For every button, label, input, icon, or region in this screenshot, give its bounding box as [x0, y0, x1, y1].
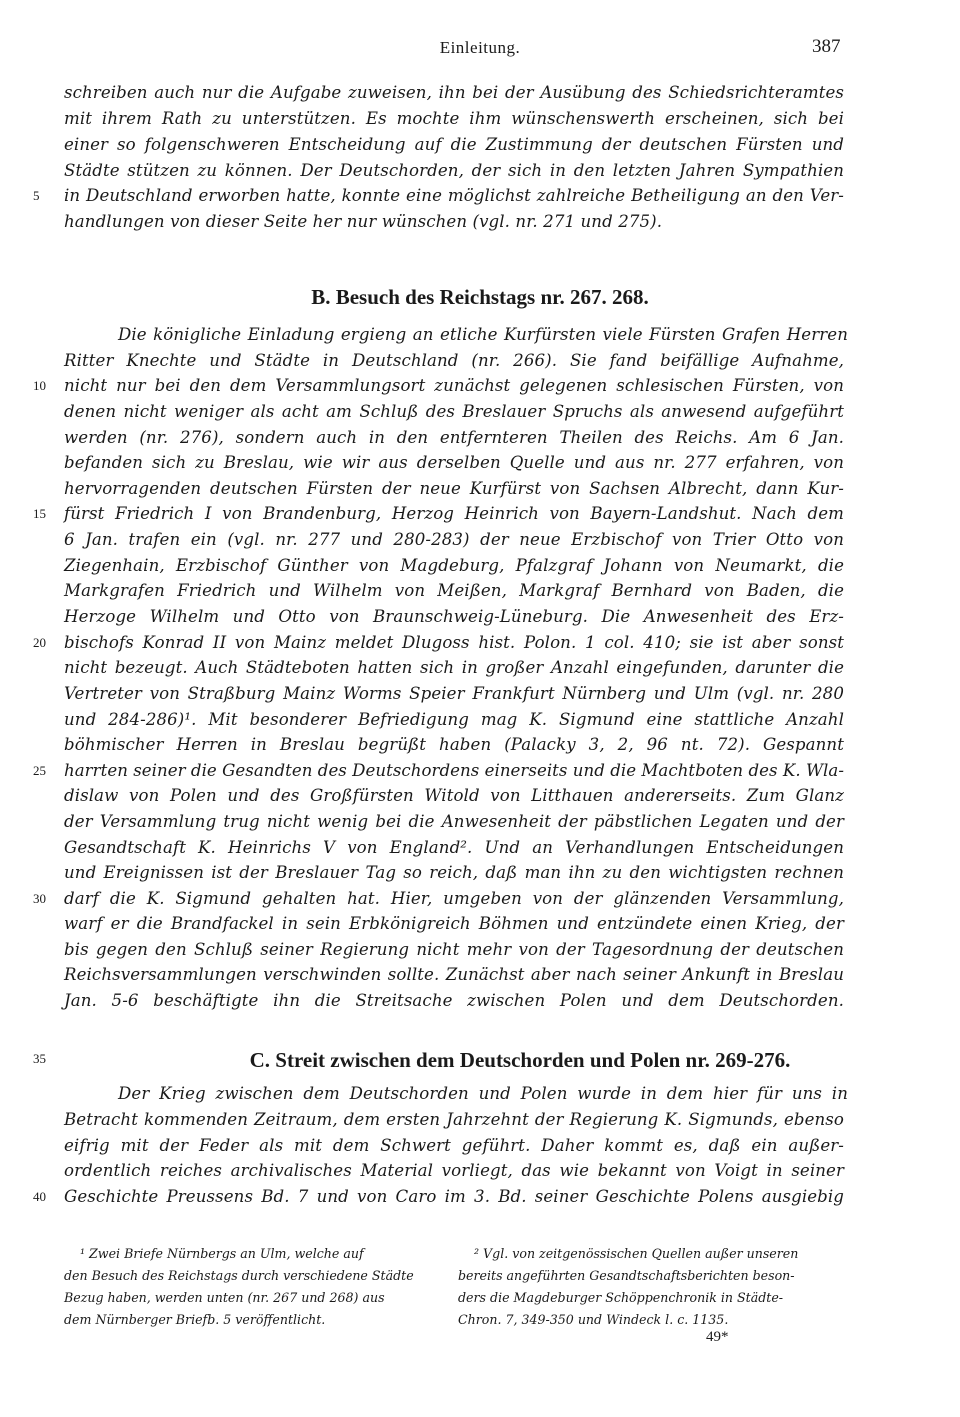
line-number: 5	[33, 188, 40, 203]
text-line: und 284-286)¹. Mit besonderer Befriedigung mag K. Sigmund eine stattliche Anzahl	[64, 710, 844, 729]
text-line: Die königliche Einladung ergieng an etliche Kurfürsten viele Fürsten Grafen Herren	[118, 325, 848, 344]
text-line: schreiben auch nur die Aufgabe zuweisen, ihn bei der Ausübung des Schiedsrichteramtes	[64, 83, 844, 102]
text-line: Reichsversammlungen verschwinden sollte. Zunächst aber nach seiner Ankunft in Breslau	[64, 965, 844, 984]
section-heading-c: C. Streit zwischen dem Deutschorden und Polen nr. 269-276.	[249, 1048, 791, 1072]
footnote-line: Chron. 7, 349-350 und Windeck l. c. 1135.	[458, 1312, 729, 1327]
text-line: Markgrafen Friedrich und Wilhelm von Meißen, Markgraf Bernhard von Baden, die	[64, 581, 844, 600]
text-line: mit ihrem Rath zu unterstützen. Es mochte ihm wünschenswerth erscheinen, sich bei	[64, 109, 844, 128]
line-number: 30	[33, 891, 46, 906]
text-line: Betracht kommenden Zeitraum, dem ersten Jahrzehnt der Regierung K. Sigmunds, ebenso	[64, 1110, 844, 1129]
text-line: nicht bezeugt. Auch Städteboten hatten sich in großer Anzahl eingefunden, darunter die	[64, 658, 844, 677]
text-line: eifrig mit der Feder als mit dem Schwert geführt. Daher kommt es, daß ein außer-	[64, 1136, 844, 1155]
text-line: bis gegen den Schluß seiner Regierung nicht mehr von der Tagesordnung der deutschen	[64, 940, 844, 959]
text-line: Ziegenhain, Erzbischof Günther von Magdeburg, Pfalzgraf Johann von Neumarkt, die	[64, 556, 844, 575]
footnote-line: ders die Magdeburger Schöppenchronik in Städte-	[458, 1290, 784, 1305]
text-line: bischofs Konrad II von Mainz meldet Dlugoss hist. Polon. 1 col. 410; sie ist aber sonst	[64, 633, 844, 652]
sheet-signature: 49*	[706, 1329, 729, 1345]
page-number: 387	[812, 36, 841, 57]
text-line: handlungen von dieser Seite her nur wünschen (vgl. nr. 271 und 275).	[64, 212, 663, 231]
text-line: dislaw von Polen und des Großfürsten Witold von Litthauen andererseits. Zum Glanz	[64, 786, 844, 805]
text-line: darf die K. Sigmund gehalten hat. Hier, umgeben von der glänzenden Versammlung,	[64, 889, 844, 908]
footnote-line: Bezug haben, werden unten (nr. 267 und 268) aus	[64, 1290, 385, 1305]
text-line: der Versammlung trug nicht wenig bei die Anwesenheit der päbstlichen Legaten und der	[64, 812, 844, 831]
text-line: Herzoge Wilhelm und Otto von Braunschweig-Lüneburg. Die Anwesenheit des Erz-	[64, 607, 844, 626]
text-line: hervorragenden deutschen Fürsten der neue Kurfürst von Sachsen Albrecht, dann Kur-	[64, 479, 844, 498]
line-number: 20	[33, 635, 46, 650]
text-line: Jan. 5-6 beschäftigte ihn die Streitsache zwischen Polen und dem Deutschorden.	[64, 991, 844, 1010]
text-line: Städte stützen zu können. Der Deutschorden, der sich in den letzten Jahren Sympathien	[64, 161, 844, 180]
text-line: einer so folgenschweren Entscheidung auf die Zustimmung der deutschen Fürsten und	[64, 135, 844, 154]
footnote-line: dem Nürnberger Briefb. 5 veröffentlicht.	[64, 1312, 326, 1327]
text-line: nicht nur bei den dem Versammlungsort zunächst gelegenen schlesischen Fürsten, von	[64, 376, 844, 395]
text-line: werden (nr. 276), sondern auch in den entfernteren Theilen des Reichs. Am 6 Jan.	[64, 428, 844, 447]
line-number: 25	[33, 763, 46, 778]
text-line: denen nicht weniger als acht am Schluß des Breslauer Spruchs als anwesend aufgeführt	[64, 402, 844, 421]
text-line: Ritter Knechte und Städte in Deutschland (nr. 266). Sie fand beifällige Aufnahme,	[64, 351, 844, 370]
text-line: Geschichte Preussens Bd. 7 und von Caro im 3. Bd. seiner Geschichte Polens ausgiebig	[64, 1187, 844, 1206]
text-line: befanden sich zu Breslau, wie wir aus derselben Quelle und aus nr. 277 erfahren, von	[64, 453, 844, 472]
text-line: Gesandtschaft K. Heinrichs V von England². Und an Verhandlungen Entscheidungen	[64, 838, 844, 857]
running-header-title: Einleitung.	[439, 38, 521, 57]
text-line: und Ereignissen ist der Breslauer Tag so reich, daß man ihn zu den wichtigsten rechnen	[64, 863, 844, 882]
section-heading-b: B. Besuch des Reichstags nr. 267. 268.	[311, 285, 649, 309]
footnote-line: den Besuch des Reichstags durch verschiedene Städte	[64, 1268, 414, 1283]
line-number: 35	[33, 1051, 46, 1066]
footnote-line: ¹ Zwei Briefe Nürnbergs an Ulm, welche auf	[80, 1246, 364, 1261]
text-line: 6 Jan. trafen ein (vgl. nr. 277 und 280-283) der neue Erzbischof von Trier Otto von	[64, 530, 844, 549]
footnote-line: bereits angeführten Gesandtschaftsberichten beson-	[458, 1268, 795, 1283]
text-line: böhmischer Herren in Breslau begrüßt haben (Palacky 3, 2, 96 nt. 72). Gespannt	[64, 735, 844, 754]
line-number: 15	[33, 506, 46, 521]
text-line: ordentlich reiches archivalisches Material vorliegt, das wie bekannt von Voigt in seiner	[64, 1161, 844, 1180]
text-line: in Deutschland erworben hatte, konnte eine möglichst zahlreiche Betheiligung an den Ver-	[64, 186, 844, 205]
text-line: Der Krieg zwischen dem Deutschorden und Polen wurde in dem hier für uns in	[118, 1084, 848, 1103]
text-line: Vertreter von Straßburg Mainz Worms Speier Frankfurt Nürnberg und Ulm (vgl. nr. 280	[64, 684, 844, 703]
text-line: warf er die Brandfackel in sein Erbkönigreich Böhmen und entzündete einen Krieg, der	[64, 914, 844, 933]
line-number: 40	[33, 1189, 46, 1204]
line-number: 10	[33, 378, 46, 393]
text-line: fürst Friedrich I von Brandenburg, Herzog Heinrich von Bayern-Landshut. Nach dem	[64, 504, 844, 523]
text-line: harrten seiner die Gesandten des Deutschordens einerseits und die Machtboten des K. Wla-	[64, 761, 844, 780]
footnote-line: ² Vgl. von zeitgenössischen Quellen außer unseren	[474, 1246, 799, 1261]
